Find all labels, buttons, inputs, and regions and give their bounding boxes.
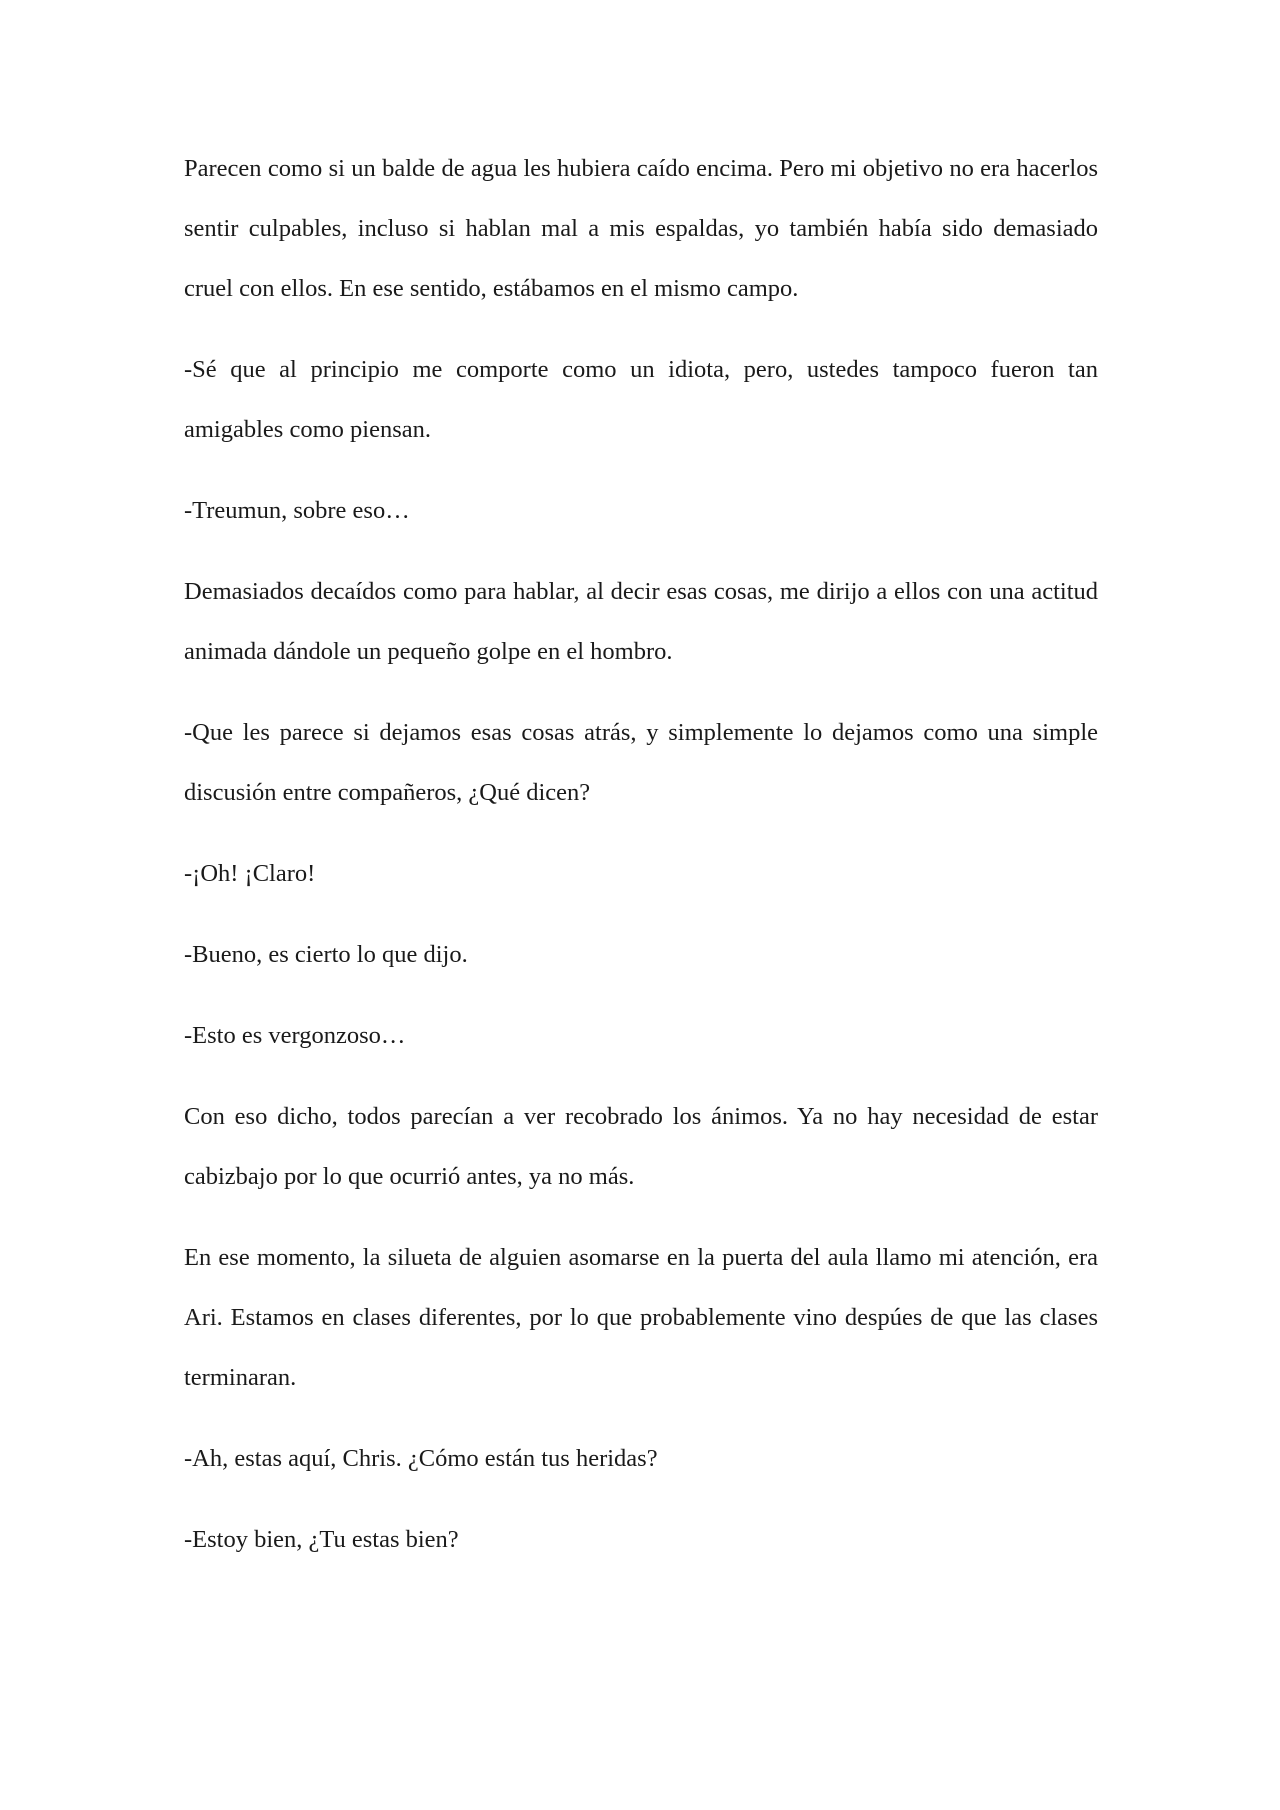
- paragraph: -Esto es vergonzoso…: [184, 1022, 406, 1049]
- paragraph: -Que les parece si dejamos esas cosas atrás, y simplemente lo dejamos como una simple discusión entre compañeros, ¿Qué dicen?: [184, 719, 1098, 806]
- paragraph: Parecen como si un balde de agua les hubiera caído encima. Pero mi objetivo no era hacerlos sentir culpables, incluso si hablan mal a mis espaldas, yo también había sido demasiado cruel con ellos. En ese sentido, estábamos en el mismo campo.: [184, 155, 1098, 302]
- paragraph: Con eso dicho, todos parecían a ver recobrado los ánimos. Ya no hay necesidad de estar cabizbajo por lo que ocurrió antes, ya no más.: [184, 1103, 1098, 1190]
- paragraph: -Ah, estas aquí, Chris. ¿Cómo están tus heridas?: [184, 1445, 658, 1472]
- paragraph: En ese momento, la silueta de alguien asomarse en la puerta del aula llamo mi atención, era Ari. Estamos en clases diferentes, por lo que probablemente vino despúes de que las clases terminaran.: [184, 1244, 1098, 1391]
- document-body: [184, 139, 1098, 1591]
- paragraph: -Sé que al principio me comporte como un idiota, pero, ustedes tampoco fueron tan amigables como piensan.: [184, 356, 1098, 443]
- paragraph: -Estoy bien, ¿Tu estas bien?: [184, 1526, 459, 1553]
- paragraph: -¡Oh! ¡Claro!: [184, 860, 316, 887]
- paragraph: -Bueno, es cierto lo que dijo.: [184, 941, 468, 968]
- paragraph: Demasiados decaídos como para hablar, al decir esas cosas, me dirijo a ellos con una actitud animada dándole un pequeño golpe en el hombro.: [184, 578, 1098, 665]
- paragraph: -Treumun, sobre eso…: [184, 497, 410, 524]
